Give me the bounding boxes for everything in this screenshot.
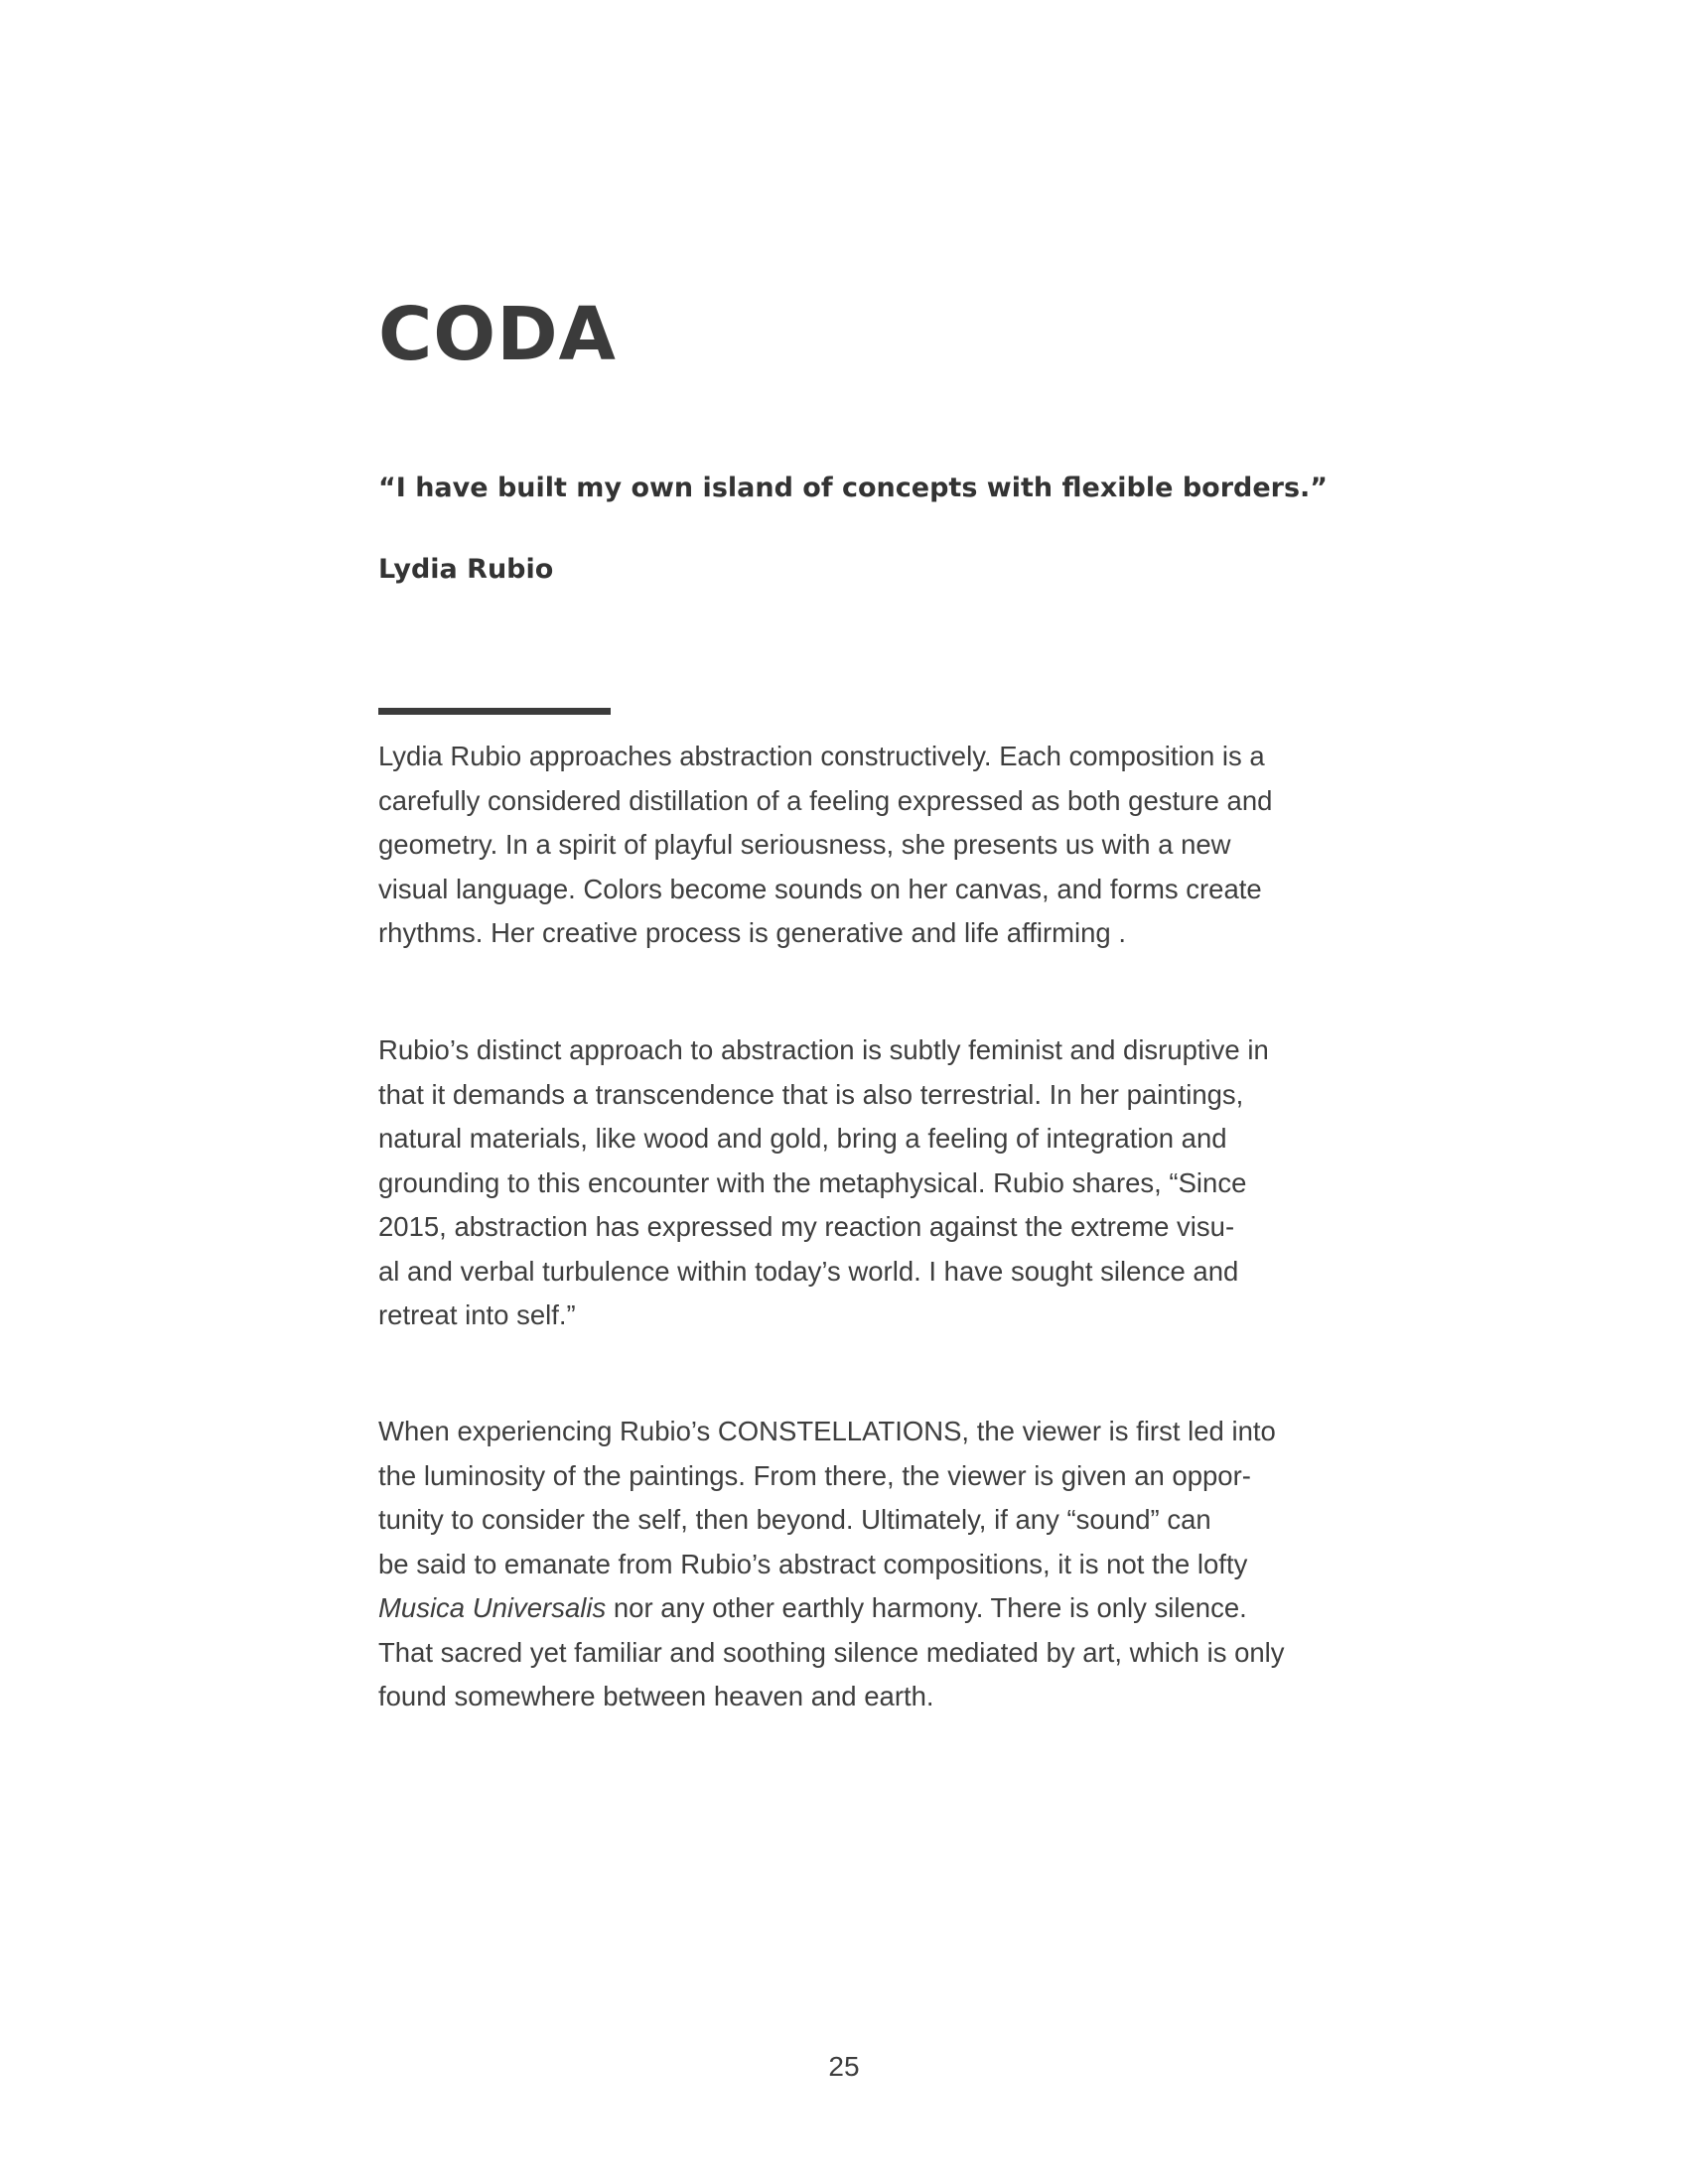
paragraph-line: carefully considered distillation of a feeling expressed as both gesture and — [378, 784, 1273, 816]
paragraph-line: be said to emanate from Rubio’s abstract compositions, it is not the lofty — [378, 1548, 1248, 1579]
section-divider — [378, 708, 611, 715]
paragraph-line: grounding to this encounter with the metaphysical. Rubio shares, “Since — [378, 1166, 1247, 1198]
paragraph-2 — [378, 1028, 1332, 1338]
paragraph-line: that it demands a transcendence that is also terrestrial. In her paintings, — [378, 1078, 1244, 1110]
paragraph-line: the luminosity of the paintings. From there, the viewer is given an oppor- — [378, 1459, 1251, 1491]
italic-title: Musica Universalis — [378, 1592, 607, 1623]
paragraph-line: geometry. In a spirit of playful seriousness, she presents us with a new — [378, 829, 1231, 860]
paragraph-3 — [378, 1410, 1332, 1719]
paragraph-line: Rubio’s distinct approach to abstraction is subtly feminist and disruptive in — [378, 1034, 1269, 1065]
epigraph-attribution: Lydia Rubio — [378, 554, 554, 585]
page-number: 25 — [828, 2051, 860, 2082]
line-rest: nor any other earthly harmony. There is only silence. — [606, 1592, 1247, 1623]
paragraph-line-mixed — [378, 1586, 1332, 1631]
paragraph-line: tunity to consider the self, then beyond. Ultimately, if any “sound” can — [378, 1504, 1211, 1535]
paragraph-line: found somewhere between heaven and earth. — [378, 1681, 934, 1711]
epigraph-quote: “I have built my own island of concepts with flexible borders.” — [378, 473, 1329, 503]
paragraph-line: When experiencing Rubio’s CONSTELLATIONS, the viewer is first led into — [378, 1416, 1276, 1446]
paragraph-line: rhythms. Her creative process is generative and life affirming . — [378, 917, 1127, 948]
paragraph-line: That sacred yet familiar and soothing silence mediated by art, which is only — [378, 1636, 1285, 1668]
paragraph-1 — [378, 735, 1332, 956]
paragraph-line: retreat into self.” — [378, 1299, 576, 1330]
paragraph-line: visual language. Colors become sounds on her canvas, and forms create — [378, 873, 1262, 904]
page-title: CODA — [378, 292, 617, 377]
paragraph-line: Lydia Rubio approaches abstraction constructively. Each composition is a — [378, 741, 1265, 771]
paragraph-line: al and verbal turbulence within today’s world. I have sought silence and — [378, 1255, 1239, 1287]
paragraph-line: natural materials, like wood and gold, bring a feeling of integration and — [378, 1123, 1227, 1154]
paragraph-line: 2015, abstraction has expressed my reaction against the extreme visu- — [378, 1211, 1235, 1242]
